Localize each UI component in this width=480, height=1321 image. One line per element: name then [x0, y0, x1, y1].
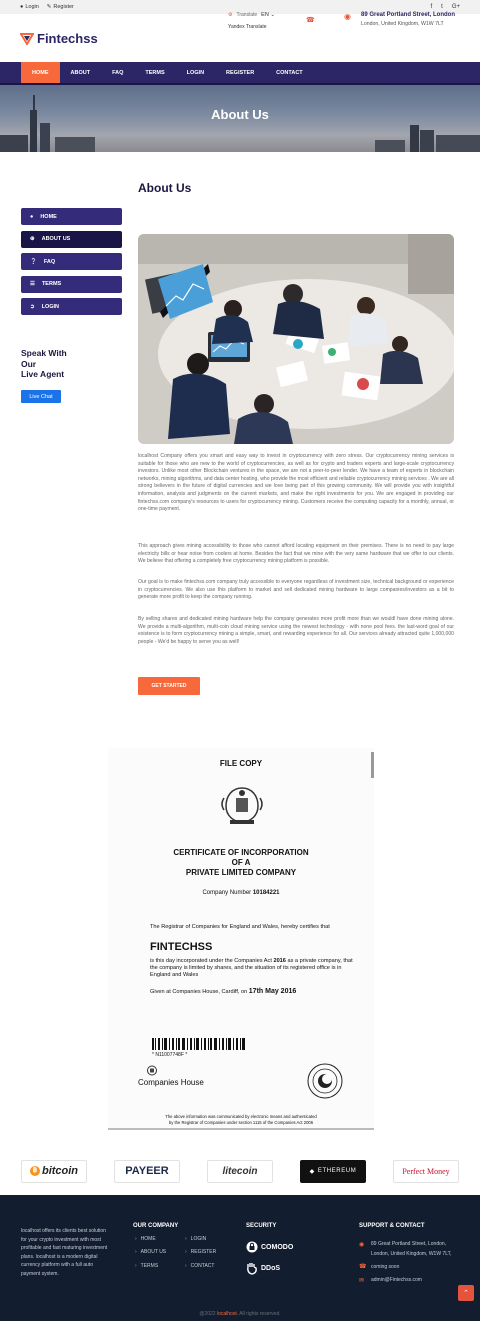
address-line-2: London, United Kingdom, W1W 7LT: [360, 21, 444, 27]
twitter-icon[interactable]: t: [441, 4, 443, 10]
comodo-lock-icon: [246, 1241, 258, 1253]
site-footer: [0, 1195, 480, 1321]
bitcoin-logo: ฿ bitcoin: [21, 1160, 87, 1183]
footer-link-login[interactable]: › LOGIN: [185, 1235, 207, 1242]
translate-label: Translate: [236, 12, 258, 18]
header-address: [344, 12, 455, 27]
hero-banner: [0, 85, 480, 152]
location-pin-icon: ◉: [344, 12, 351, 21]
nav-terms[interactable]: TERMS: [145, 69, 165, 76]
edit-icon: ✎: [46, 4, 52, 10]
sidebar-item-label: FAQ: [43, 258, 56, 265]
nav-about[interactable]: ABOUT: [70, 69, 91, 76]
about-paragraph-3: Our goal is to make fintechss.com company truly accessible to everyone regardless of investment size, technical background or experience in cryptocurrencies. We also use this platform to market and sell dedicated mining hardware to large companies/investors as a bit to generate more profit to keep the company running.: [138, 579, 454, 601]
sidebar-item-login[interactable]: [21, 298, 122, 315]
sidebar-item-label: TERMS: [41, 281, 62, 287]
footer-about-text: localhost offers its clients best solution for your crypto investment with most profitable and fast maturing investment plans. localhost is a modern digital currency platform with a full auto payment system.: [21, 1228, 108, 1277]
footer-link-contact[interactable]: › CONTACT: [185, 1262, 215, 1269]
certificate-of-incorporation-image: [108, 748, 374, 1130]
certificate-intro: The Registrar of Companies for England and Wales, hereby certifies that: [150, 924, 330, 930]
copyright-site-link[interactable]: localhost: [216, 1311, 237, 1317]
scroll-to-top-button[interactable]: [458, 1285, 474, 1301]
yandex-translate-label: Yandex Translate: [228, 24, 267, 30]
payeer-logo: PAYEER: [114, 1160, 180, 1183]
about-paragraph-4: By selling shares and dedicated mining hardware help the company generates more profit more than we wouldl have done mining alone. We provide a multi-algorithm, multi-coin cloud mining service using the newest technology - with none pool fees. the last-word goal of our existence is to form cryptocurrency mining a simple, smart, and rewarding experience for all. Our services already attracted quite 1,000,000 people - We'd be happy to serve you as well!: [138, 616, 454, 645]
footer-address: ◉ 89 Great Portland Street, London,: [359, 1241, 447, 1248]
login-link[interactable]: [20, 4, 39, 10]
logo-icon: [20, 32, 34, 45]
ethereum-logo: ◆ ETHEREUM: [300, 1160, 366, 1183]
translate-widget[interactable]: [228, 12, 275, 30]
sidebar-item-home[interactable]: [21, 208, 122, 225]
certificate-company-number: Company Number 10184221: [202, 890, 280, 896]
royal-crest-icon: [218, 784, 266, 826]
footer-link-about-us[interactable]: › ABOUT US: [135, 1249, 167, 1256]
hero-title: About Us: [211, 107, 269, 122]
location-pin-icon: ◉: [359, 1241, 365, 1248]
phone-icon: ☎: [359, 1264, 367, 1271]
ethereum-icon: ◆: [309, 1168, 315, 1175]
ddos-badge: DDoS: [246, 1261, 280, 1275]
barcode-icon: [152, 1038, 248, 1050]
list-icon: ☰: [30, 281, 35, 287]
footer-address-2: London, United Kingdom, W1W 7LT,: [371, 1251, 452, 1257]
facebook-icon[interactable]: f: [430, 4, 433, 10]
nav-home[interactable]: HOME: [21, 62, 60, 83]
footer-link-terms[interactable]: › TERMS: [135, 1262, 159, 1269]
certificate-title: CERTIFICATE OF INCORPORATION OF A PRIVATE LIMITED COMPANY: [173, 848, 309, 877]
nav-login[interactable]: LOGIN: [186, 69, 205, 76]
sidebar-item-faq[interactable]: [21, 253, 122, 270]
nav-register[interactable]: REGISTER: [226, 69, 255, 76]
footer-contact-list: [359, 1240, 452, 1287]
companies-house-label: Companies House: [138, 1078, 204, 1087]
chevron-up-icon: ⌃: [463, 1290, 469, 1297]
footer-email[interactable]: ✉ admin@Fintechss.com: [359, 1277, 422, 1284]
litecoin-logo: litecoin: [207, 1160, 273, 1183]
footer-security-heading: SECURITY: [246, 1223, 277, 1229]
payment-methods: [0, 1152, 480, 1190]
sidebar-item-about-us[interactable]: [21, 231, 122, 248]
logo-text: Fintechss: [37, 30, 98, 46]
email-icon: ✉: [359, 1277, 365, 1284]
sidebar-item-terms[interactable]: [21, 276, 122, 293]
footer-phone: ☎ coming soon: [359, 1263, 400, 1271]
ddos-hand-icon: [246, 1261, 258, 1275]
certificate-footnote: The above information was communicated by electronic means and authenticated by the Registrar of Companies under section 1115 of the Companies Act 2006: [165, 1114, 317, 1125]
sidebar-item-label: ABOUT US: [41, 236, 71, 242]
get-started-button[interactable]: GET STARTED: [138, 677, 200, 695]
main-nav: [0, 62, 480, 85]
user-icon: ●: [30, 213, 34, 220]
sidebar-item-label: LOGIN: [41, 303, 60, 310]
nav-contact[interactable]: CONTACT: [276, 69, 303, 76]
perfect-money-logo: Perfect Money: [393, 1160, 459, 1183]
companies-house-crest-icon: [146, 1065, 158, 1076]
footer-company-links-2: [185, 1232, 216, 1273]
about-paragraph-1: localhost Company offers you smart and easy way to invest in cryptocurrency with zero stress. Our cryptocurrency mining services is suitable for those who are new to the world of cryptocurrencies, as well as for crypto and traders experts and large-scale cryptocurrency investors. Unlike most other Blockchain ventures in the space, we are not a peer-to-peer lender. We have a team of experts in blockchain networks, mining algorithms, and data center hosting, who provide the most efficient and reliable cryptocurrency mining services . We are all strong believers in the future of digital currencies and we love being part of this growing community. We will provide you with insightful information, analysis and judgments on the current markets, and make the right investments for you. We are engaged in providing our fintechss.com company's resources to users for cryptocurrency mining. Customers receive the computing capacity for a monthly, annual, or one-time payment.: [138, 453, 454, 513]
phone-icon: ☎: [306, 17, 315, 24]
sidebar-menu: [21, 208, 122, 321]
login-icon: ➲: [30, 303, 35, 310]
sidebar-item-label: HOME: [40, 213, 57, 220]
certificate-file-copy: FILE COPY: [219, 759, 263, 768]
certificate-company-name: FINTECHSS: [150, 941, 213, 953]
footer-company-links-1: [135, 1232, 166, 1273]
live-chat-button[interactable]: Live Chat: [21, 390, 61, 403]
comodo-badge: COMODO: [246, 1241, 293, 1253]
official-seal-icon: [306, 1062, 344, 1100]
question-icon: ❔: [30, 258, 37, 265]
login-link-label: Login: [25, 4, 39, 10]
register-link-label: Register: [53, 4, 74, 10]
bitcoin-icon: ฿: [30, 1166, 40, 1176]
footer-link-home[interactable]: › HOME: [135, 1235, 156, 1242]
site-logo[interactable]: [20, 31, 98, 46]
about-paragraph-2: This approach gives mining accessibility to those who cannot afford locating equipment on their premises. There is no need to pay large electricity bills or hear noise from coolers at home. Besides the fact that we mine with the very same hardware that we offer to our clients. We believe that offering a completely free cryptocurrency mining platform is possible.: [138, 543, 454, 565]
footer-support-heading: SUPPORT & CONTACT: [359, 1223, 425, 1229]
register-link[interactable]: [47, 4, 74, 10]
plus-circle-icon: ⊕: [30, 236, 35, 242]
team-meeting-photo: [138, 234, 454, 444]
address-line-1: 89 Great Portland Street, London: [360, 12, 455, 18]
footer-link-register[interactable]: › REGISTER: [185, 1249, 217, 1256]
nav-faq[interactable]: FAQ: [112, 69, 124, 76]
certificate-body: is this day incorporated under the Companies Act 2016 as a private company, that the company is limited by shares, and the situation of its registered office is in England and Wales: [150, 958, 353, 978]
page-heading: About Us: [138, 181, 192, 195]
google-plus-icon[interactable]: G+: [451, 4, 460, 10]
translate-icon: ⚙: [228, 12, 233, 18]
footer-company-heading: OUR COMPANY: [133, 1223, 179, 1229]
user-icon: ●: [20, 4, 24, 10]
certificate-given: Given at Companies House, Cardiff, on 17th May 2016: [150, 988, 297, 995]
barcode-number: * N11007748F *: [152, 1052, 188, 1058]
language-select[interactable]: EN ⌄: [261, 12, 275, 18]
speak-with-agent-heading: Speak With Our Live Agent: [21, 348, 67, 379]
copyright: @2022 localhost. All rights reserved.: [199, 1311, 281, 1317]
